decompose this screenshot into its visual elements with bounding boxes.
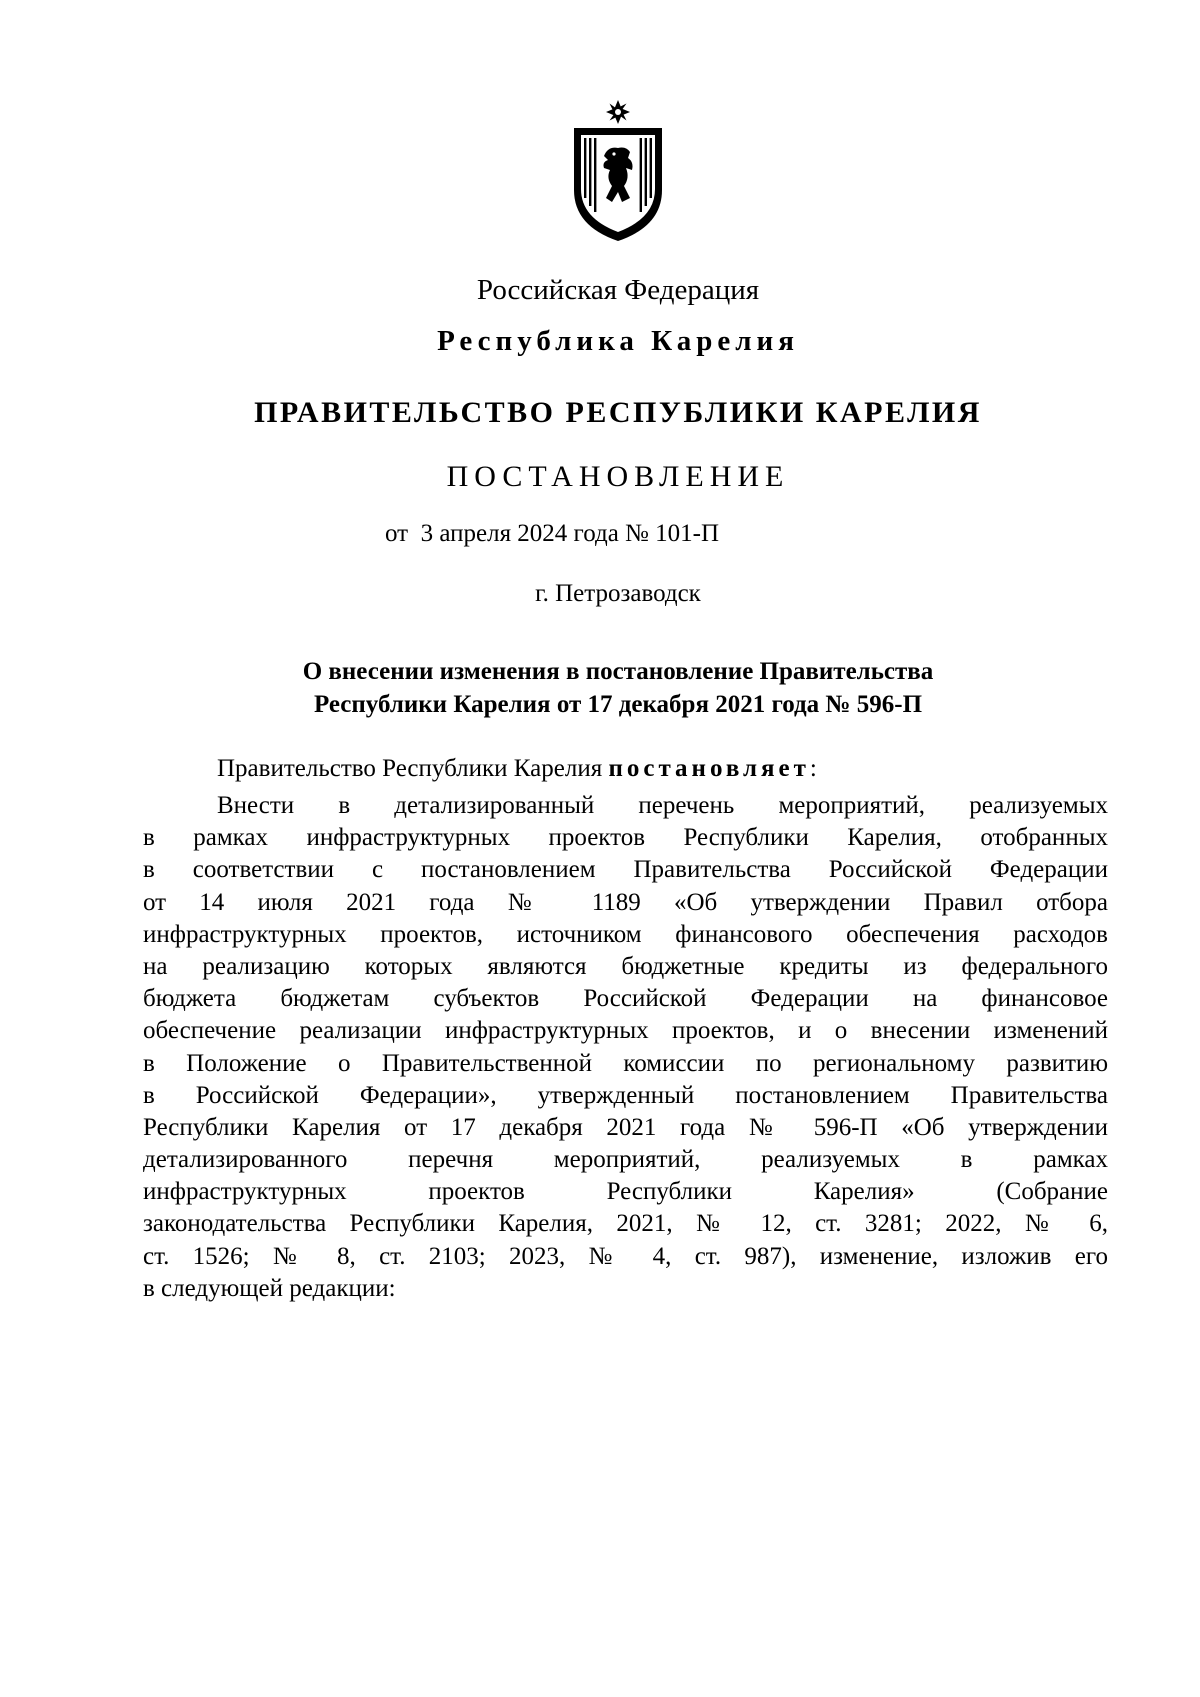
body-line-text: детализированного перечня мероприятий, реализуемых в рамках	[143, 1146, 1108, 1174]
body-line	[143, 822, 1108, 854]
body-line-text: в соответствии с постановлением Правительства Российской Федерации	[143, 856, 1108, 884]
body-line	[143, 1112, 1108, 1144]
body-line	[143, 854, 1108, 886]
resolution-body	[143, 790, 1108, 1305]
document-title-line: О внесении изменения в постановление Правительства	[302, 658, 934, 685]
body-line	[143, 790, 1108, 822]
intro-emphasis: постановляет	[608, 755, 810, 782]
country-name: Российская Федерация	[476, 274, 760, 306]
resolution-intro	[217, 755, 817, 783]
body-line	[143, 1241, 1108, 1273]
body-line	[143, 1273, 1108, 1305]
republic-name: Республика Карелия	[437, 325, 799, 357]
body-line-text: в следующей редакции:	[143, 1274, 396, 1302]
body-line	[143, 1080, 1108, 1112]
body-line	[143, 1144, 1108, 1176]
body-line	[143, 919, 1108, 951]
body-line-text: от 14 июля 2021 года № 1189 «Об утверждении Правил отбора	[143, 888, 1108, 916]
body-line	[143, 1048, 1108, 1080]
body-line	[143, 1208, 1108, 1240]
body-line	[143, 1015, 1108, 1047]
body-line	[143, 983, 1108, 1015]
body-line-text: бюджета бюджетам субъектов Российской Федерации на финансовое	[143, 985, 1108, 1013]
document-city: г. Петрозаводск	[535, 580, 701, 607]
body-line-text: Республики Карелия от 17 декабря 2021 года № 596-П «Об утверждении	[143, 1113, 1108, 1141]
body-line	[143, 1176, 1108, 1208]
body-line-text: законодательства Республики Карелия, 2021, № 12, ст. 3281; 2022, № 6,	[143, 1210, 1108, 1238]
intro-prefix: Правительство Республики Карелия	[217, 755, 609, 782]
document-title-line: Республики Карелия от 17 декабря 2021 года № 596-П	[313, 691, 923, 718]
document-date-number: от 3 апреля 2024 года № 101-П	[385, 520, 720, 547]
body-line	[143, 887, 1108, 919]
body-line-text: на реализацию которых являются бюджетные кредиты из федерального	[143, 952, 1108, 980]
body-line	[143, 951, 1108, 983]
body-line-text: ст. 1526; № 8, ст. 2103; 2023, № 4, ст. 987), изменение, изложив его	[143, 1242, 1108, 1270]
body-line-text: обеспечение реализации инфраструктурных проектов, и о внесении изменений	[143, 1017, 1108, 1045]
government-name: ПРАВИТЕЛЬСТВО РЕСПУБЛИКИ КАРЕЛИЯ	[254, 396, 982, 429]
document-type: ПОСТАНОВЛЕНИЕ	[446, 460, 790, 493]
karelia-coat-of-arms-icon	[568, 98, 668, 244]
intro-suffix: :	[809, 755, 817, 782]
body-line-text: в Положение о Правительственной комиссии по региональному развитию	[143, 1049, 1108, 1077]
body-line-text: в Российской Федерации», утвержденный постановлением Правительства	[143, 1081, 1108, 1109]
body-line-text: инфраструктурных проектов Республики Карелия» (Собрание	[143, 1178, 1108, 1206]
document-title	[0, 655, 1200, 721]
body-line-text: Внести в детализированный перечень мероприятий, реализуемых	[217, 792, 1108, 819]
body-line-text: инфраструктурных проектов, источником финансового обеспечения расходов	[143, 920, 1108, 948]
body-line-text: в рамках инфраструктурных проектов Республики Карелия, отобранных	[143, 824, 1108, 852]
